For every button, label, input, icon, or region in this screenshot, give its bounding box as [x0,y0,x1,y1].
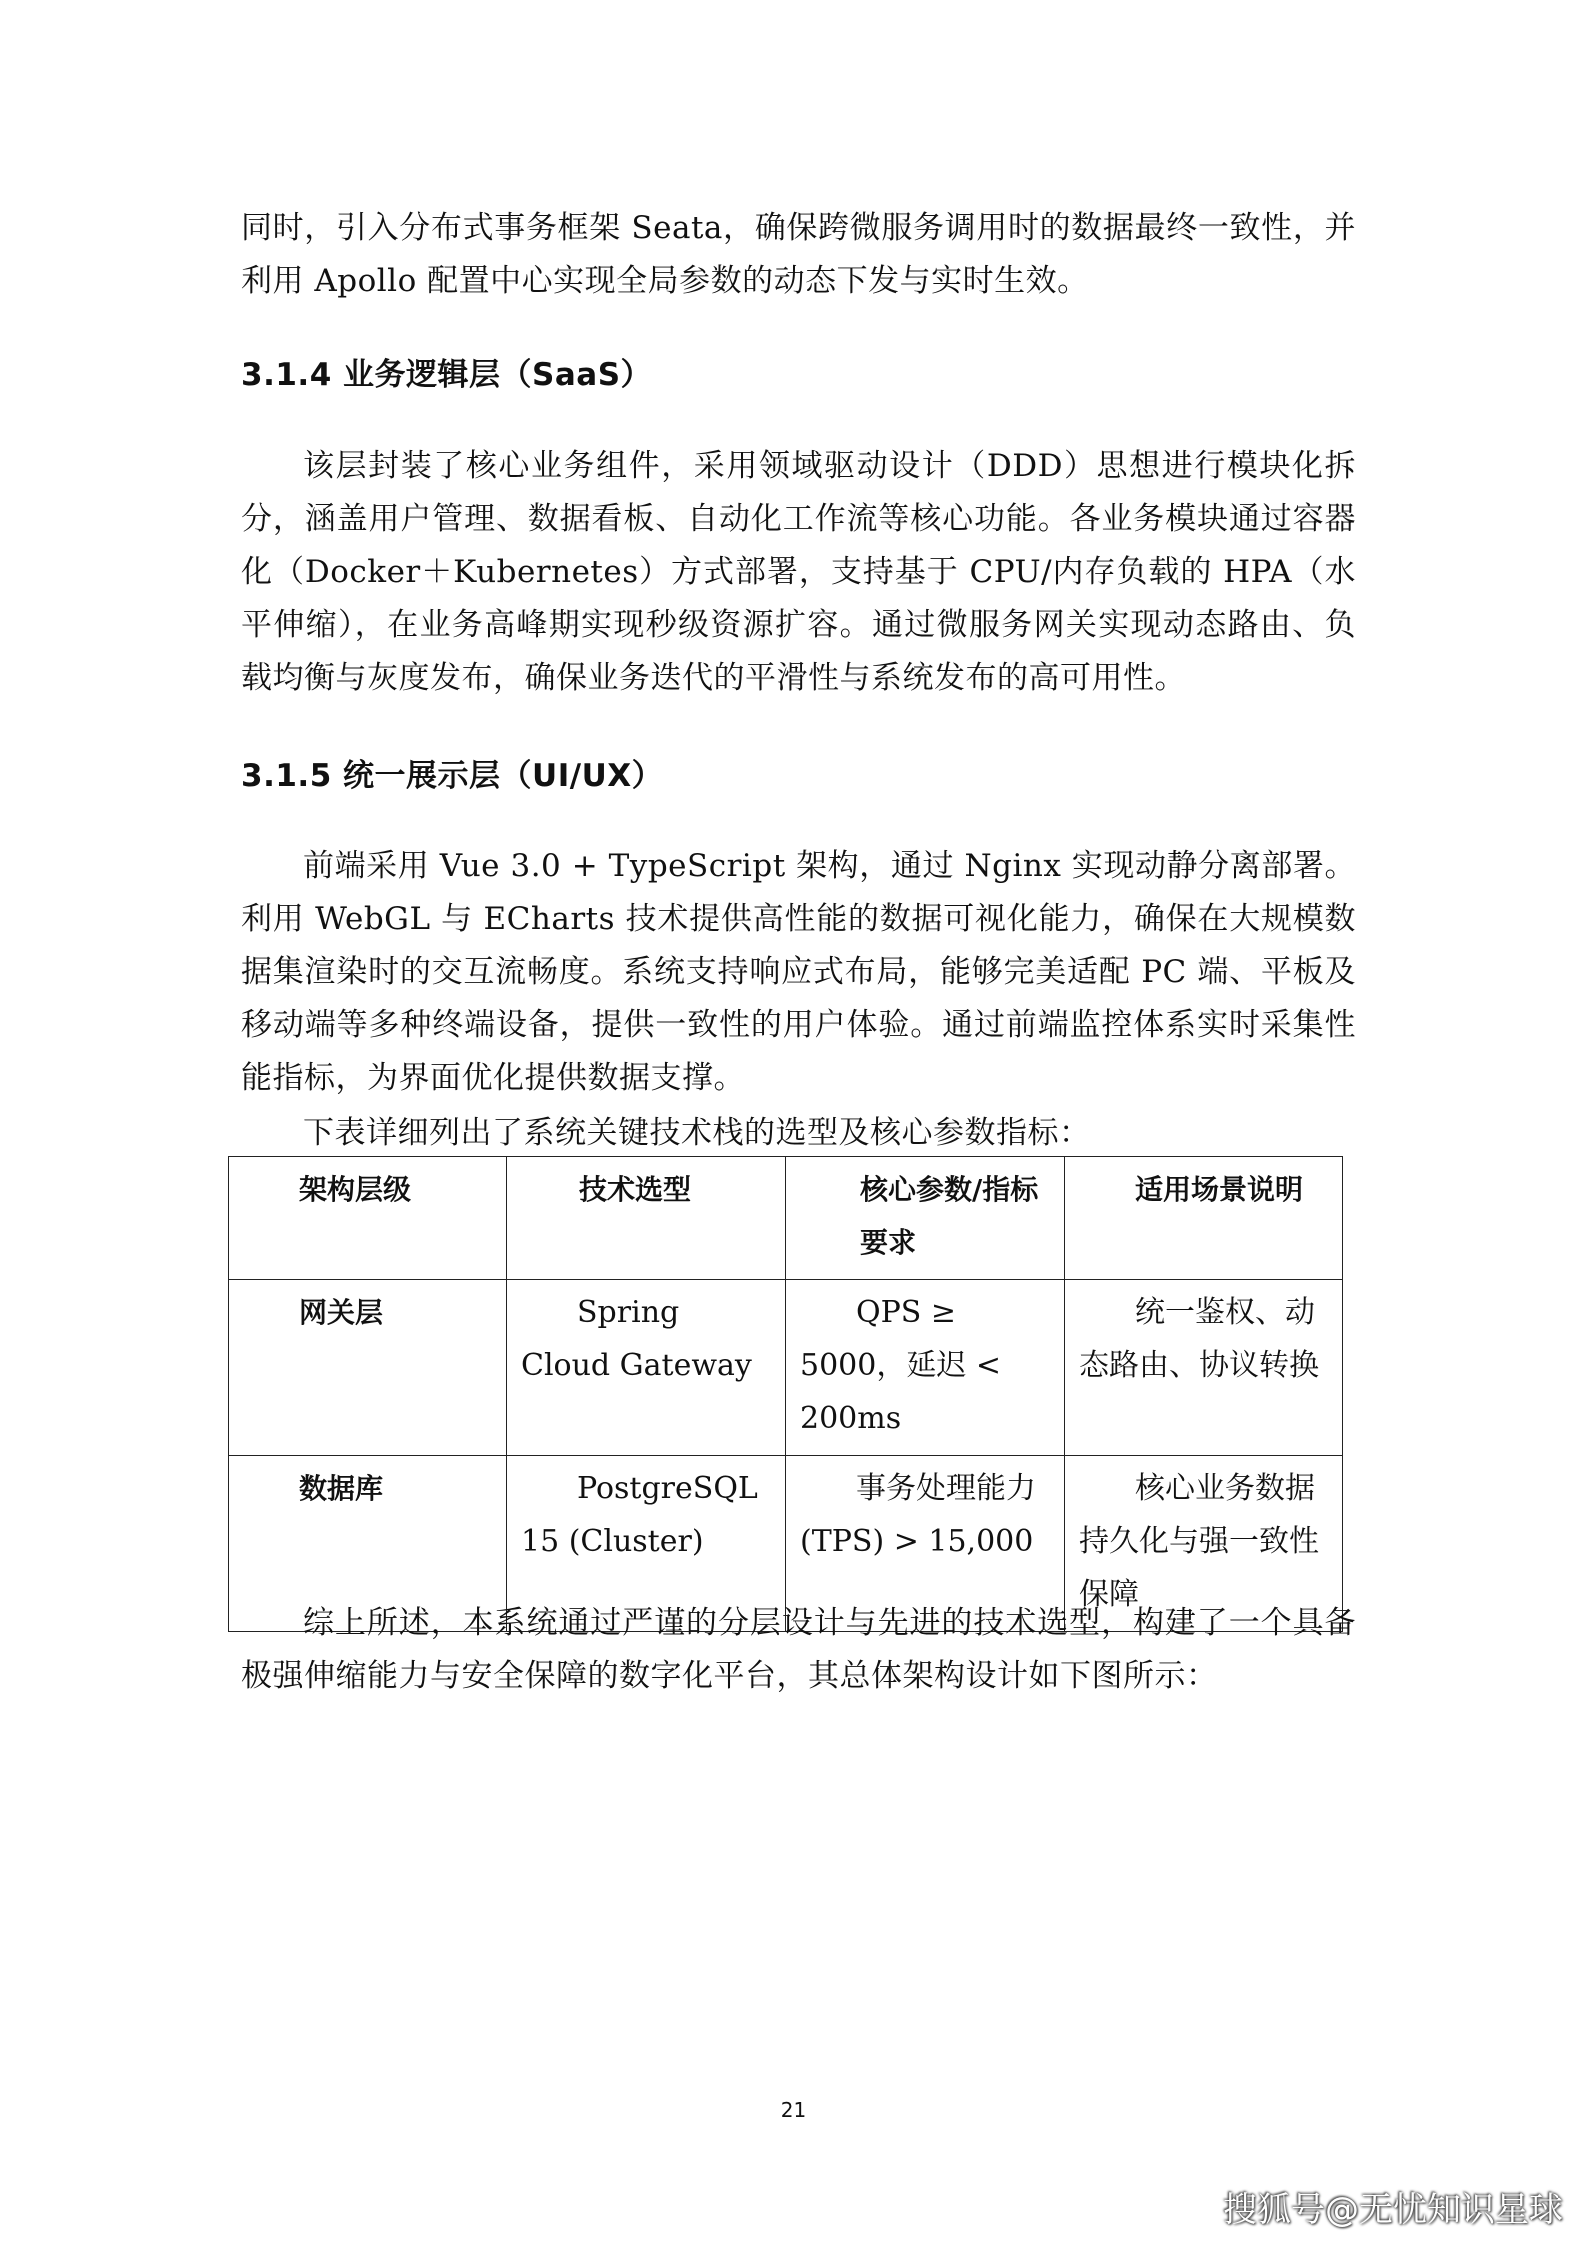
cell-scenario: 核心业务数据持久化与强一致性保障 [1065,1456,1343,1632]
section-3-1-4-paragraph: 该层封装了核心业务组件，采用领域驱动设计（DDD）思想进行模块化拆分，涵盖用户管理、数据看板、自动化工作流等核心功能。各业务模块通过容器化（Docker＋Kubernetes）方式部署，支持基于 CPU/内存负载的 HPA（水平伸缩），在业务高峰期实现秒级资源扩容。通过微服务网关实现动态路由、负载均衡与灰度发布，确保业务迭代的平滑性与系统发布的高可用性。 [241,448,1356,696]
cell-layer: 数据库 [229,1456,507,1632]
cell-technology: Spring Cloud Gateway [507,1280,786,1456]
cell-scenario: 统一鉴权、动态路由、协议转换 [1065,1280,1343,1456]
section-heading-3-1-5: 3.1.5 统一展示层（UI/UX） [241,758,664,794]
table-caption: 下表详细列出了系统关键技术栈的选型及核心参数指标： [303,1115,1091,1151]
section-3-1-5-paragraph: 前端采用 Vue 3.0 + TypeScript 架构，通过 Nginx 实现动静分离部署。利用 WebGL 与 ECharts 技术提供高性能的数据可视化能力，确保在大规模数据集渲染时的交互流畅度。系统支持响应式布局，能够完美适配 PC 端、平板及移动端等多种终端设备，提供一致性的用户体验。通过前端监控体系实时采集性能指标，为界面优化提供数据支撑。 [241,848,1356,1096]
header-layer: 架构层级 [229,1157,507,1280]
intro-paragraph: 同时，引入分布式事务框架 Seata，确保跨微服务调用时的数据最终一致性，并利用 Apollo 配置中心实现全局参数的动态下发与实时生效。 [241,210,1356,299]
section-heading-3-1-4: 3.1.4 业务逻辑层（SaaS） [241,357,653,393]
cell-layer: 网关层 [229,1280,507,1456]
table-row [229,1280,1343,1456]
header-scenario: 适用场景说明 [1065,1157,1343,1280]
header-technology: 技术选型 [507,1157,786,1280]
conclusion-paragraph: 综上所述，本系统通过严谨的分层设计与先进的技术选型，构建了一个具备极强伸缩能力与安全保障的数字化平台，其总体架构设计如下图所示： [241,1605,1356,1694]
tech-stack-table [228,1156,1343,1632]
header-parameters: 核心参数/指标要求 [786,1157,1065,1280]
page-number: 21 [780,2098,807,2122]
cell-parameters: QPS ≥ 5000，延迟 < 200ms [786,1280,1065,1456]
table-header-row [229,1157,1343,1280]
watermark: 搜狐号@无忧知识星球 [1223,2190,1563,2230]
cell-parameters: 事务处理能力 (TPS) > 15,000 [786,1456,1065,1632]
cell-technology: PostgreSQL 15 (Cluster) [507,1456,786,1632]
